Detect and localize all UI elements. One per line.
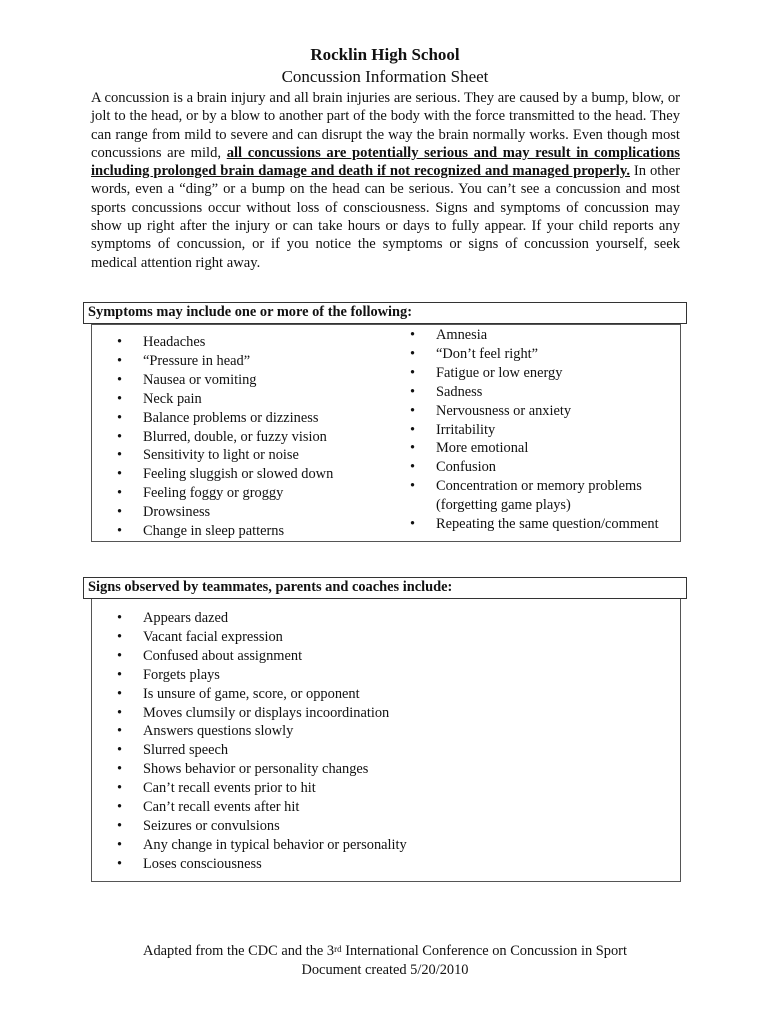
list-item: • Loses consciousness <box>117 855 537 874</box>
list-item: • Fatigue or low energy <box>410 364 678 383</box>
list-item: • “Pressure in head” <box>117 352 387 371</box>
signs-heading: Signs observed by teammates, parents and coaches include: <box>83 577 687 599</box>
list-item: • Confusion <box>410 458 678 477</box>
footer-date: Document created 5/20/2010 <box>301 962 469 978</box>
list-item: • Balance problems or dizziness <box>117 409 387 428</box>
list-item: • Feeling foggy or groggy <box>117 484 387 503</box>
list-item: • More emotional <box>410 439 678 458</box>
list-item: • Repeating the same question/comment <box>410 515 678 534</box>
list-item: • Sadness <box>410 383 678 402</box>
list-item: • Nervousness or anxiety <box>410 402 678 421</box>
list-item: • Can’t recall events prior to hit <box>117 779 537 798</box>
list-item: • Any change in typical behavior or personality <box>117 836 537 855</box>
list-item: • Nausea or vomiting <box>117 371 387 390</box>
list-item: • Confused about assignment <box>117 647 537 666</box>
list-item: • Sensitivity to light or noise <box>117 446 387 465</box>
intro-paragraph <box>91 89 680 272</box>
intro-text-2: In other words, even a “ding” or a bump on the head can be serious. You can’t see a concussion and most sports concussions occur without loss of consciousness. Signs and symptoms of concussion may show up right after the injury or can take hours or days to fully appear. If your child reports any symptoms of concussion, or if you notice the symptoms or signs of concussion yourself, seek medical attention right away. <box>91 163 680 271</box>
list-item: • Drowsiness <box>117 503 387 522</box>
list-item: • Forgets plays <box>117 666 537 685</box>
list-item: • Irritability <box>410 421 678 440</box>
document-title: Rocklin High School <box>310 45 460 64</box>
signs-list <box>117 609 537 874</box>
list-item: • Blurred, double, or fuzzy vision <box>117 428 387 447</box>
list-item: • Shows behavior or personality changes <box>117 760 537 779</box>
list-item: • Neck pain <box>117 390 387 409</box>
intro-emphasis: all concussions are potentially serious and may result in complications including prolonged brain damage and death if not recognized and managed properly. <box>91 144 680 180</box>
list-item: • Is unsure of game, score, or opponent <box>117 685 537 704</box>
list-item: • Headaches <box>117 333 387 352</box>
list-item: • Slurred speech <box>117 741 537 760</box>
document-subtitle: Concussion Information Sheet <box>281 67 489 86</box>
list-item: • “Don’t feel right” <box>410 345 678 364</box>
symptoms-right-list <box>410 326 678 534</box>
symptoms-left-list <box>117 333 387 541</box>
footer-superscript: rd <box>334 944 342 954</box>
list-item: • Can’t recall events after hit <box>117 798 537 817</box>
symptoms-heading: Symptoms may include one or more of the following: <box>83 302 687 324</box>
list-item: • Appears dazed <box>117 609 537 628</box>
footer-source: Adapted from the CDC and the 3rd International Conference on Concussion in Sport <box>143 943 627 959</box>
list-item: • Seizures or convulsions <box>117 817 537 836</box>
list-item: • Answers questions slowly <box>117 722 537 741</box>
list-item: • Concentration or memory problems (forgetting game plays) <box>410 477 678 515</box>
intro-text-1: A concussion is a brain injury and all brain injuries are serious. They are caused by a bump, blow, or jolt to the head, or by a blow to another part of the body with the force transmitted to the head. They can range from mild to severe and can disrupt the way the brain normally works. Even though most concussions are mild, <box>91 90 680 161</box>
list-item: • Change in sleep patterns <box>117 522 387 541</box>
list-item: • Amnesia <box>410 326 678 345</box>
list-item: • Moves clumsily or displays incoordination <box>117 704 537 723</box>
list-item: • Feeling sluggish or slowed down <box>117 465 387 484</box>
list-item: • Vacant facial expression <box>117 628 537 647</box>
